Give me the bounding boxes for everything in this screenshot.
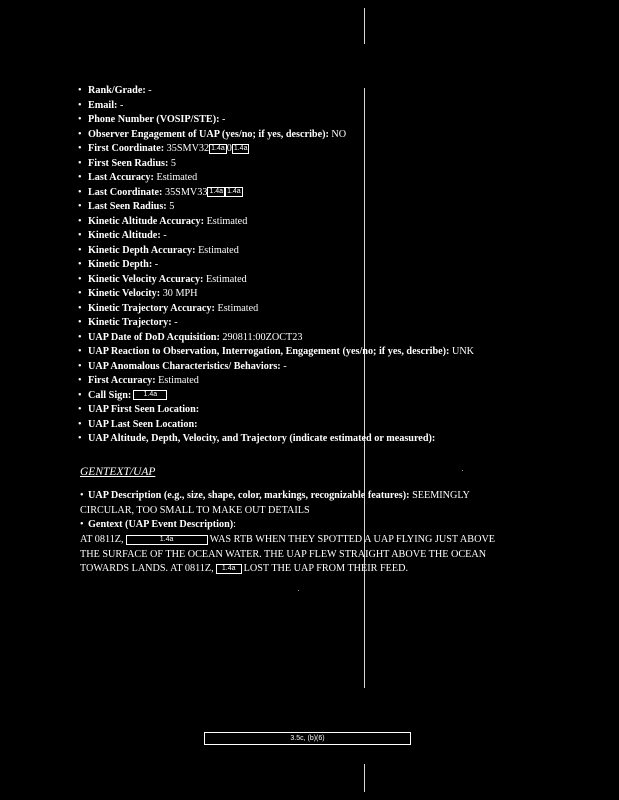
field-value-mid: 0 [226, 143, 232, 154]
field-item [78, 186, 578, 201]
field-label: First Seen Radius: [88, 157, 169, 169]
field-label: Kinetic Velocity: [88, 288, 161, 299]
field-label: Email: [88, 99, 118, 111]
redaction-box: 1.4a [233, 144, 248, 152]
field-label: Observer Engagement of UAP (yes/no; if yes, describe): [88, 128, 329, 140]
field-item [78, 374, 578, 389]
event-description-label [80, 518, 236, 533]
field-item [78, 389, 578, 404]
uap-description-cont: CIRCULAR, TOO SMALL TO MAKE OUT DETAILS [80, 504, 310, 516]
event-line-3b: LOST THE UAP FROM THEIR FEED. [243, 563, 409, 574]
field-label: UAP Anomalous Characteristics/ Behaviors: [88, 360, 281, 372]
field-label: UAP Last Seen Location: [88, 418, 198, 430]
field-value: - [152, 259, 159, 270]
scan-dot [462, 470, 463, 471]
scan-line-top [364, 8, 365, 44]
field-value: - [171, 317, 178, 328]
field-item [78, 84, 578, 99]
uap-description [80, 489, 470, 504]
field-label: Rank/Grade: [88, 85, 146, 96]
field-value: - [280, 360, 287, 372]
field-item [78, 171, 578, 186]
field-value: Estimated [214, 302, 259, 314]
field-item [78, 316, 578, 331]
event-line-2: THE SURFACE OF THE OCEAN WATER. THE UAP FLEW STRAIGHT ABOVE THE OCEAN [80, 548, 487, 560]
field-value: UNK [449, 346, 475, 357]
field-value: 5 [168, 157, 177, 169]
event-line-3 [80, 562, 408, 577]
field-list [78, 84, 578, 447]
field-label: Last Coordinate: [88, 186, 163, 198]
redaction-box: 1.4a [126, 535, 208, 545]
event-line-1a: AT 0811Z, [80, 534, 124, 545]
field-item [78, 258, 578, 273]
field-item [78, 345, 578, 360]
field-item [78, 142, 578, 157]
field-label: UAP Date of DoD Acquisition: [88, 331, 220, 343]
field-value: Estimated [195, 244, 239, 256]
field-value: NO [328, 128, 347, 140]
field-value: 5 [166, 201, 175, 212]
scan-dot [298, 590, 299, 591]
scan-line-bottom [364, 764, 365, 792]
redaction-box: 1.4a [227, 188, 241, 196]
field-label: Last Accuracy: [88, 172, 154, 183]
field-label: Kinetic Altitude: [88, 230, 161, 241]
field-value: 35SMV33 [162, 186, 208, 198]
field-label: UAP Reaction to Observation, Interrogation, Engagement (yes/no; if yes, describe): [88, 346, 450, 357]
field-value: Estimated [153, 172, 198, 183]
desc-label: UAP Description (e.g., size, shape, color, markings, recognizable features): [88, 490, 410, 501]
field-label: UAP First Seen Location: [88, 404, 200, 415]
section-title: GENTEXT/UAP [80, 466, 156, 478]
field-item [78, 229, 578, 244]
field-value: 35SMV32 [164, 143, 210, 154]
field-label: Kinetic Altitude Accuracy: [88, 215, 205, 227]
field-label: Kinetic Trajectory Accuracy: [88, 302, 215, 314]
field-item [78, 331, 578, 346]
event-line-3a: TOWARDS LANDS. AT 0811Z, [80, 563, 214, 574]
field-value: - [145, 85, 152, 96]
field-value: - [219, 114, 226, 125]
field-item [78, 99, 578, 114]
field-item [78, 287, 578, 302]
redaction-box: 1.4a [216, 564, 242, 574]
event-label: Gentext (UAP Event Description) [88, 519, 234, 530]
bullet: • [80, 490, 84, 501]
field-value: Estimated [155, 375, 199, 386]
redaction-box: 1.4a [211, 144, 225, 152]
field-item [78, 200, 578, 215]
redaction-box: 1.4a [209, 188, 224, 196]
event-line-1 [80, 533, 495, 548]
field-item [78, 215, 578, 230]
bullet: • [80, 519, 84, 530]
field-label: Last Seen Radius: [88, 201, 167, 212]
event-line-1b: WAS RTB WHEN THEY SPOTTED A UAP FLYING JUST ABOVE [209, 534, 496, 545]
field-label: First Coordinate: [88, 143, 165, 154]
field-label: Kinetic Trajectory: [88, 317, 172, 328]
field-item [78, 128, 578, 143]
field-label: Phone Number (VOSIP/STE): [88, 114, 220, 125]
field-item [78, 157, 578, 172]
field-label: UAP Altitude, Depth, Velocity, and Trajectory (indicate estimated or measured): [88, 433, 436, 444]
field-item [78, 403, 578, 418]
field-label: Kinetic Depth Accuracy: [88, 244, 196, 256]
field-item [78, 432, 578, 447]
field-item [78, 302, 578, 317]
field-value: Estimated [203, 273, 247, 285]
field-item [78, 418, 578, 433]
event-colon: : [233, 519, 236, 530]
field-label: Call Sign: [88, 389, 132, 401]
redaction-box: 1.4a [133, 390, 167, 400]
field-value: - [160, 230, 167, 241]
field-label: First Accuracy: [88, 375, 156, 386]
field-label: Kinetic Velocity Accuracy: [88, 273, 204, 285]
field-value: - [117, 99, 124, 111]
footer-redaction-box: 3.5c, (b)(6) [204, 732, 411, 745]
field-item [78, 113, 578, 128]
field-item [78, 360, 578, 375]
field-label: Kinetic Depth: [88, 259, 153, 270]
field-value: 30 MPH [160, 288, 198, 299]
field-value: Estimated [204, 215, 248, 227]
field-item [78, 273, 578, 288]
desc-value: SEEMINGLY [409, 490, 470, 501]
field-item [78, 244, 578, 259]
field-value: 290811:00ZOCT23 [219, 331, 303, 343]
